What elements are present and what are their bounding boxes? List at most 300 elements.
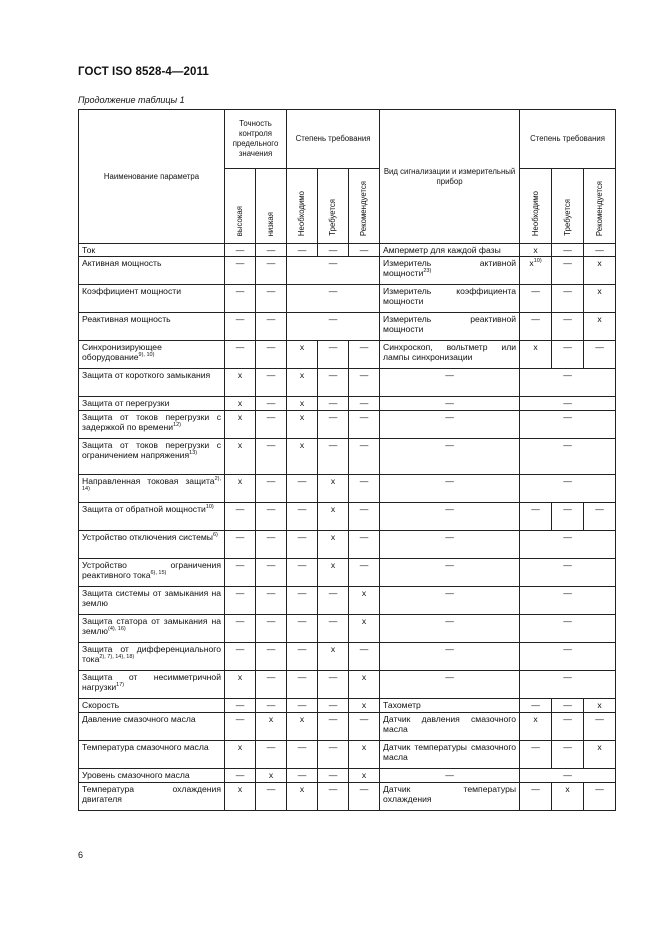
recommended-2-value: x <box>584 285 616 313</box>
required-1-value: — <box>318 783 349 811</box>
necessary-1-value: — <box>287 559 318 587</box>
necessary-2-cell <box>520 341 552 369</box>
necessary-2-cell <box>520 783 552 811</box>
accuracy-low-value: — <box>256 397 287 411</box>
recommended-2-value: x <box>584 741 616 769</box>
necessary-2-cell <box>520 699 552 713</box>
accuracy-high-value: — <box>225 341 256 369</box>
footnote-ref: 23) <box>423 268 432 275</box>
parameter-name: Уровень смазочного масла <box>82 770 190 780</box>
footnote-ref: 10) <box>205 504 214 511</box>
accuracy-high-value: — <box>225 244 256 257</box>
recommended-2-value: x <box>584 257 616 285</box>
page-number: 6 <box>78 850 84 860</box>
accuracy-low-value: — <box>256 244 287 257</box>
necessary-2-value: x <box>533 714 538 724</box>
recommended-1-value: — <box>349 244 380 257</box>
signal-device: Тахометр <box>383 700 421 710</box>
parameter-name: Устройство отключения системы <box>82 532 213 542</box>
accuracy-high-value: x <box>225 475 256 503</box>
recommended-1-value: — <box>349 713 380 741</box>
table-row <box>79 244 616 257</box>
table-row <box>79 559 616 587</box>
header-recommended-1-cell <box>349 169 380 244</box>
parameter-name-cell <box>79 741 225 769</box>
table-row <box>79 587 616 615</box>
required-1-value: — <box>318 587 349 615</box>
accuracy-high-value: — <box>225 643 256 671</box>
required-2-value: — <box>552 713 584 741</box>
footnote-ref: 2), 7), 14), 18) <box>99 654 135 661</box>
table-body <box>79 244 616 811</box>
accuracy-low-value: x <box>256 713 287 741</box>
required-1-value: — <box>318 699 349 713</box>
degree-1-merged-value: — <box>287 313 380 341</box>
required-2-value: — <box>552 699 584 713</box>
signal-device: — <box>445 412 454 422</box>
required-1-value: x <box>318 531 349 559</box>
degree-2-merged-value: — <box>520 559 616 587</box>
required-2-value: — <box>552 244 584 257</box>
degree-1-merged-value: — <box>287 285 380 313</box>
accuracy-high-value: x <box>225 741 256 769</box>
degree-2-merged-value: — <box>520 439 616 475</box>
signal-device: — <box>445 440 454 450</box>
parameter-name-cell <box>79 439 225 475</box>
required-1-value: — <box>318 397 349 411</box>
parameter-name-cell <box>79 397 225 411</box>
signal-device-cell <box>380 313 520 341</box>
degree-2-merged-value: — <box>520 615 616 643</box>
header-accuracy-high: высокая <box>235 205 244 236</box>
signal-device-cell <box>380 713 520 741</box>
recommended-1-value: — <box>349 397 380 411</box>
recommended-1-value: x <box>349 587 380 615</box>
parameter-name: Устройство ограничения реактивного тока <box>82 560 221 580</box>
parameter-name: Ток <box>82 245 96 255</box>
signal-device: Датчик температуры смазочного масла <box>383 742 517 762</box>
standard-title: ГОСТ ISO 8528-4—2011 <box>78 66 209 78</box>
parameter-name-cell <box>79 615 225 643</box>
table-row <box>79 257 616 285</box>
required-1-value: x <box>318 503 349 531</box>
parameter-name: Активная мощность <box>82 258 162 268</box>
accuracy-low-value: — <box>256 503 287 531</box>
header-accuracy-low-cell <box>256 169 287 244</box>
table-row <box>79 699 616 713</box>
parameter-name: Давление смазочного масла <box>82 714 196 724</box>
parameter-name: Защита от короткого замыкания <box>82 370 211 380</box>
signal-device: Измеритель коэффициента мощности <box>383 286 517 306</box>
footnote-ref: 13) <box>189 450 198 457</box>
necessary-1-value: — <box>287 671 318 699</box>
header-accuracy-high-cell <box>225 169 256 244</box>
parameter-name: Защита статора от замыкания на землю <box>82 616 221 636</box>
accuracy-low-value: — <box>256 341 287 369</box>
footnote-ref: 2), 14) <box>82 476 221 493</box>
necessary-2-value: — <box>531 784 540 794</box>
header-necessary-1: Необходимо <box>297 190 307 236</box>
accuracy-high-value: — <box>225 503 256 531</box>
required-2-value: — <box>552 503 584 531</box>
parameter-name-cell <box>79 559 225 587</box>
necessary-1-value: x <box>287 397 318 411</box>
parameter-name: Защита от несимметричной нагрузки <box>82 672 221 692</box>
necessary-2-cell <box>520 741 552 769</box>
required-1-value: — <box>318 769 349 783</box>
degree-2-merged-value: — <box>520 397 616 411</box>
signal-device: — <box>445 644 454 654</box>
parameter-name: Температура смазочного масла <box>82 742 209 752</box>
necessary-2-value: — <box>531 742 540 752</box>
signal-device-cell <box>380 341 520 369</box>
signal-device: Амперметр для каждой фазы <box>383 245 501 255</box>
recommended-1-value: x <box>349 615 380 643</box>
necessary-1-value: — <box>287 503 318 531</box>
accuracy-high-value: x <box>225 783 256 811</box>
accuracy-high-value: — <box>225 615 256 643</box>
recommended-1-value: — <box>349 783 380 811</box>
parameter-name: Синхронизирующее оборудование <box>82 342 162 362</box>
header-recommended-1: Рекомендуется <box>359 180 369 236</box>
required-1-value: — <box>318 713 349 741</box>
recommended-2-value: x <box>584 699 616 713</box>
degree-2-merged-value: — <box>520 369 616 397</box>
recommended-1-value: — <box>349 439 380 475</box>
table-row <box>79 411 616 439</box>
signal-device: — <box>445 370 454 380</box>
accuracy-high-value: — <box>225 313 256 341</box>
parameter-name-cell <box>79 369 225 397</box>
accuracy-low-value: — <box>256 313 287 341</box>
recommended-1-value: — <box>349 341 380 369</box>
table-row <box>79 313 616 341</box>
degree-2-merged-value: — <box>520 531 616 559</box>
necessary-1-value: — <box>287 615 318 643</box>
parameter-name-cell <box>79 713 225 741</box>
signal-device: Датчик давления смазочного масла <box>383 714 517 734</box>
header-degree-group-2: Степень требования <box>520 110 616 169</box>
accuracy-high-value: — <box>225 559 256 587</box>
recommended-1-value: — <box>349 411 380 439</box>
parameter-name: Температура охлаждения двигателя <box>82 784 221 804</box>
table-row <box>79 671 616 699</box>
table-row <box>79 783 616 811</box>
accuracy-low-value: — <box>256 285 287 313</box>
parameter-name: Направленная токовая защита <box>82 476 215 486</box>
footnote-ref: 6) <box>212 532 218 539</box>
required-2-value: — <box>552 257 584 285</box>
parameter-name: Защита от токов перегрузки с задержкой по времени <box>82 412 221 432</box>
necessary-1-value: x <box>287 439 318 475</box>
parameter-name: Защита системы от замыкания на землю <box>82 588 221 608</box>
accuracy-low-value: — <box>256 699 287 713</box>
necessary-1-value: x <box>287 713 318 741</box>
accuracy-high-value: — <box>225 713 256 741</box>
requirements-table <box>78 109 616 811</box>
required-1-value: — <box>318 615 349 643</box>
required-2-value: — <box>552 313 584 341</box>
header-required-1-cell <box>318 169 349 244</box>
signal-device-cell <box>380 397 520 411</box>
recommended-1-value: — <box>349 503 380 531</box>
table-row <box>79 769 616 783</box>
accuracy-low-value: — <box>256 783 287 811</box>
necessary-1-value: — <box>287 587 318 615</box>
accuracy-high-value: x <box>225 369 256 397</box>
accuracy-high-value: — <box>225 699 256 713</box>
recommended-1-value: — <box>349 369 380 397</box>
accuracy-low-value: — <box>256 531 287 559</box>
signal-device: — <box>445 770 454 780</box>
footnote-ref: 17) <box>116 682 125 689</box>
degree-2-merged-value: — <box>520 587 616 615</box>
parameter-name-cell <box>79 699 225 713</box>
required-1-value: — <box>318 439 349 475</box>
degree-2-merged-value: — <box>520 475 616 503</box>
necessary-1-value: x <box>287 341 318 369</box>
signal-device: Измеритель активной мощности <box>383 258 517 278</box>
signal-device-cell <box>380 769 520 783</box>
required-1-value: — <box>318 671 349 699</box>
required-1-value: — <box>318 741 349 769</box>
required-1-value: — <box>318 369 349 397</box>
footnote-ref: 10) <box>533 258 542 265</box>
table-row <box>79 397 616 411</box>
required-1-value: — <box>318 341 349 369</box>
accuracy-high-value: — <box>225 587 256 615</box>
accuracy-low-value: — <box>256 671 287 699</box>
signal-device: Датчик температуры охлаждения <box>383 784 517 804</box>
table-row <box>79 341 616 369</box>
signal-device-cell <box>380 285 520 313</box>
table-row <box>79 285 616 313</box>
required-1-value: x <box>318 475 349 503</box>
signal-device-cell <box>380 475 520 503</box>
necessary-1-value: — <box>287 741 318 769</box>
parameter-name-cell <box>79 671 225 699</box>
recommended-1-value: x <box>349 741 380 769</box>
necessary-2-value: — <box>531 700 540 710</box>
signal-device-cell <box>380 257 520 285</box>
signal-device-cell <box>380 741 520 769</box>
necessary-1-value: — <box>287 643 318 671</box>
accuracy-low-value: — <box>256 475 287 503</box>
required-1-value: — <box>318 244 349 257</box>
accuracy-low-value: — <box>256 559 287 587</box>
parameter-name-cell <box>79 475 225 503</box>
recommended-1-value: x <box>349 769 380 783</box>
table-row <box>79 615 616 643</box>
recommended-2-value: — <box>584 341 616 369</box>
accuracy-low-value: — <box>256 439 287 475</box>
required-2-value: — <box>552 741 584 769</box>
signal-device-cell <box>380 615 520 643</box>
required-2-value: — <box>552 341 584 369</box>
parameter-name: Защита от обратной мощности <box>82 504 206 514</box>
signal-device-cell <box>380 559 520 587</box>
accuracy-low-value: — <box>256 411 287 439</box>
signal-device: — <box>445 672 454 682</box>
recommended-1-value: — <box>349 559 380 587</box>
header-required-2: Требуется <box>562 199 572 236</box>
signal-device: — <box>445 588 454 598</box>
parameter-name-cell <box>79 313 225 341</box>
signal-device: Измеритель реактивной мощности <box>383 314 517 334</box>
parameter-name-cell <box>79 285 225 313</box>
necessary-2-value: x <box>529 258 534 268</box>
table-row <box>79 503 616 531</box>
parameter-name: Защита от дифференциального тока <box>82 644 221 664</box>
parameter-name-cell <box>79 643 225 671</box>
footnote-ref: 6), 15) <box>150 570 167 577</box>
required-1-value: — <box>318 411 349 439</box>
signal-device-cell <box>380 369 520 397</box>
parameter-name: Коэффициент мощности <box>82 286 182 296</box>
parameter-name-cell <box>79 341 225 369</box>
accuracy-low-value: x <box>256 769 287 783</box>
required-2-value: — <box>552 285 584 313</box>
signal-device: Синхроскоп, вольтметр или лампы синхронизации <box>383 342 517 362</box>
accuracy-low-value: — <box>256 615 287 643</box>
necessary-1-value: x <box>287 411 318 439</box>
necessary-1-value: x <box>287 369 318 397</box>
header-necessary-1-cell <box>287 169 318 244</box>
parameter-name-cell <box>79 257 225 285</box>
accuracy-high-value: — <box>225 285 256 313</box>
table-continuation-caption: Продолжение таблицы 1 <box>78 95 185 105</box>
header-param-name: Наименование параметра <box>79 110 225 244</box>
signal-device: — <box>445 504 454 514</box>
necessary-1-value: x <box>287 783 318 811</box>
accuracy-high-value: x <box>225 439 256 475</box>
recommended-1-value: x <box>349 671 380 699</box>
parameter-name-cell <box>79 531 225 559</box>
header-recommended-2: Рекомендуется <box>594 180 604 236</box>
required-1-value: x <box>318 643 349 671</box>
signal-device: — <box>445 560 454 570</box>
signal-device-cell <box>380 587 520 615</box>
required-1-value: x <box>318 559 349 587</box>
header-required-2-cell <box>552 169 584 244</box>
signal-device: — <box>445 398 454 408</box>
header-signal-device: Вид сигнализации и измерительный прибор <box>380 110 520 244</box>
recommended-2-value: — <box>584 783 616 811</box>
header-necessary-2: Необходимо <box>530 190 540 236</box>
parameter-name-cell <box>79 503 225 531</box>
accuracy-low-value: — <box>256 643 287 671</box>
signal-device-cell <box>380 699 520 713</box>
accuracy-high-value: x <box>225 397 256 411</box>
degree-1-merged-value: — <box>287 257 380 285</box>
recommended-2-value: — <box>584 713 616 741</box>
signal-device-cell <box>380 503 520 531</box>
necessary-2-cell <box>520 313 552 341</box>
table-row <box>79 713 616 741</box>
necessary-2-cell <box>520 503 552 531</box>
necessary-1-value: — <box>287 769 318 783</box>
necessary-1-value: — <box>287 244 318 257</box>
recommended-2-value: — <box>584 503 616 531</box>
necessary-2-cell <box>520 713 552 741</box>
degree-2-merged-value: — <box>520 643 616 671</box>
parameter-name: Защита от токов перегрузки с ограничением напряжения <box>82 440 221 460</box>
parameter-name-cell <box>79 783 225 811</box>
signal-device-cell <box>380 439 520 475</box>
necessary-1-value: — <box>287 531 318 559</box>
header-necessary-2-cell <box>520 169 552 244</box>
recommended-2-value: x <box>584 313 616 341</box>
necessary-2-value: x <box>533 245 538 255</box>
necessary-2-value: — <box>531 286 540 296</box>
degree-2-merged-value: — <box>520 411 616 439</box>
signal-device: — <box>445 616 454 626</box>
recommended-1-value: — <box>349 531 380 559</box>
header-required-1: Требуется <box>328 199 338 236</box>
necessary-2-cell <box>520 244 552 257</box>
parameter-name-cell <box>79 587 225 615</box>
accuracy-high-value: — <box>225 769 256 783</box>
signal-device: — <box>445 476 454 486</box>
recommended-1-value: — <box>349 643 380 671</box>
signal-device: — <box>445 532 454 542</box>
necessary-1-value: — <box>287 475 318 503</box>
table-row <box>79 741 616 769</box>
parameter-name-cell <box>79 769 225 783</box>
degree-2-merged-value: — <box>520 769 616 783</box>
parameter-name: Скорость <box>82 700 120 710</box>
necessary-1-value: — <box>287 699 318 713</box>
recommended-1-value: x <box>349 699 380 713</box>
accuracy-high-value: x <box>225 411 256 439</box>
header-recommended-2-cell <box>584 169 616 244</box>
recommended-2-value: — <box>584 244 616 257</box>
header-degree-group-1: Степень требования <box>287 110 380 169</box>
signal-device-cell <box>380 643 520 671</box>
accuracy-low-value: — <box>256 587 287 615</box>
signal-device-cell <box>380 244 520 257</box>
table-row <box>79 643 616 671</box>
table-row <box>79 369 616 397</box>
table-row <box>79 531 616 559</box>
table-row <box>79 475 616 503</box>
signal-device-cell <box>380 783 520 811</box>
footnote-ref: (4), 16) <box>108 626 126 633</box>
footnote-ref: 9), 10) <box>138 352 155 359</box>
header-accuracy-group: Точность контроля предельного значения <box>225 110 287 169</box>
accuracy-low-value: — <box>256 369 287 397</box>
accuracy-low-value: — <box>256 741 287 769</box>
recommended-1-value: — <box>349 475 380 503</box>
necessary-2-value: — <box>531 504 540 514</box>
accuracy-high-value: x <box>225 671 256 699</box>
signal-device-cell <box>380 671 520 699</box>
degree-2-merged-value: — <box>520 671 616 699</box>
necessary-2-cell <box>520 285 552 313</box>
accuracy-high-value: — <box>225 257 256 285</box>
signal-device-cell <box>380 411 520 439</box>
required-2-value: x <box>552 783 584 811</box>
parameter-name-cell <box>79 244 225 257</box>
necessary-2-value: x <box>533 342 538 352</box>
accuracy-low-value: — <box>256 257 287 285</box>
header-accuracy-low: низкая <box>266 211 275 236</box>
footnote-ref: 12) <box>173 422 181 429</box>
necessary-2-cell <box>520 257 552 285</box>
accuracy-high-value: — <box>225 531 256 559</box>
parameter-name: Защита от перегрузки <box>82 398 170 408</box>
parameter-name-cell <box>79 411 225 439</box>
